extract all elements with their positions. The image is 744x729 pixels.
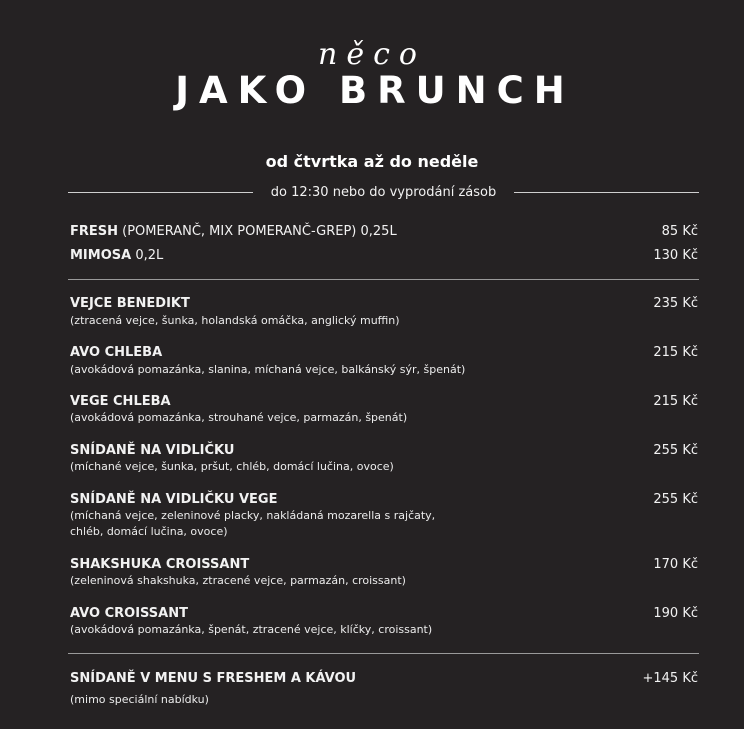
divider-left [68, 192, 253, 193]
dish-item [70, 490, 698, 508]
dish-price: 235 Kč [653, 295, 698, 311]
script-subtitle: něco [318, 37, 426, 72]
dish-name: SNÍDANĚ NA VIDLIČKU [70, 442, 235, 458]
dish-description: (avokádová pomazánka, strouhané vejce, parmazán, špenát) [70, 411, 408, 424]
section-divider [68, 653, 699, 654]
dish-price: 255 Kč [653, 491, 698, 507]
dish-price: 215 Kč [653, 393, 698, 409]
dish-description: (avokádová pomazánka, špenát, ztracené vejce, klíčky, croissant) [70, 623, 433, 636]
drink-detail: (POMERANČ, MIX POMERANČ-GREP) 0,25L [118, 223, 397, 239]
menu-offer [70, 669, 698, 687]
section-divider [68, 279, 699, 280]
hours-row [68, 182, 699, 202]
drink-price: 85 Kč [661, 223, 698, 239]
dish-description: (zeleninová shakshuka, ztracené vejce, parmazán, croissant) [70, 574, 406, 587]
page-title: JAKO BRUNCH [175, 69, 575, 112]
dish-description: (míchané vejce, šunka, pršut, chléb, domácí lučina, ovoce) [70, 460, 394, 473]
dish-name: VEGE CHLEBA [70, 393, 171, 409]
drink-item [70, 246, 698, 264]
dish-item [70, 343, 698, 361]
dish-name: VEJCE BENEDIKT [70, 295, 190, 311]
dish-description-cont: chléb, domácí lučina, ovoce) [70, 525, 228, 538]
dish-name: SHAKSHUKA CROISSANT [70, 556, 250, 572]
menu-offer-name: SNÍDANĚ V MENU S FRESHEM A KÁVOU [70, 670, 357, 686]
dish-name: SNÍDANĚ NA VIDLIČKU VEGE [70, 491, 278, 507]
dish-item [70, 441, 698, 459]
drink-price: 130 Kč [653, 247, 698, 263]
dish-name: AVO CHLEBA [70, 344, 163, 360]
dish-item [70, 555, 698, 573]
drink-name: FRESH [70, 223, 119, 239]
menu-offer-note: (mimo speciální nabídku) [70, 693, 209, 706]
dish-item [70, 604, 698, 622]
hours-text: do 12:30 nebo do vyprodání zásob [270, 184, 497, 200]
dish-description: (míchaná vejce, zeleninové placky, nakládaná mozarella s rajčaty, [70, 509, 436, 522]
dish-price: 255 Kč [653, 442, 698, 458]
drink-item [70, 222, 698, 240]
drink-name: MIMOSA [70, 247, 132, 263]
drink-label [70, 224, 397, 239]
dish-price: 170 Kč [653, 556, 698, 572]
dish-name: AVO CROISSANT [70, 605, 188, 621]
drink-label [70, 248, 163, 263]
dish-item [70, 294, 698, 312]
dish-item [70, 392, 698, 410]
dish-price: 190 Kč [653, 605, 698, 621]
days-heading: od čtvrtka až do neděle [265, 152, 479, 171]
dish-price: 215 Kč [653, 344, 698, 360]
menu-offer-price: +145 Kč [642, 670, 698, 686]
dish-description: (ztracená vejce, šunka, holandská omáčka, anglický muffin) [70, 314, 400, 327]
drink-detail: 0,2L [131, 247, 164, 263]
divider-right [514, 192, 699, 193]
dish-description: (avokádová pomazánka, slanina, míchaná vejce, balkánský sýr, špenát) [70, 363, 466, 376]
